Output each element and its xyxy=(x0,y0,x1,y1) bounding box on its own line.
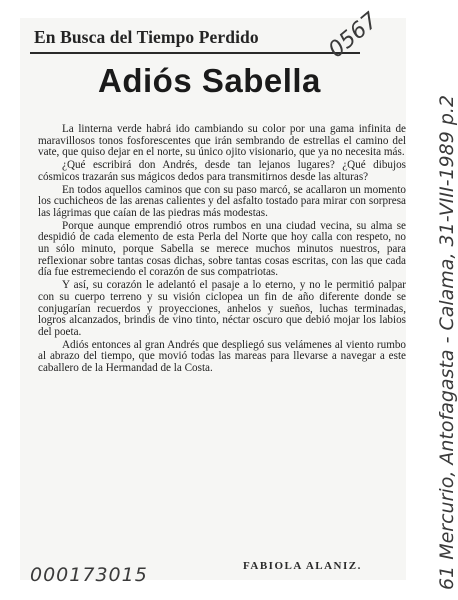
heading-rule xyxy=(30,52,360,54)
paragraph: ¿Qué escribirá don Andrés, desde tan lejanos lugares? ¿Qué dibujos cósmicos trazarán sus mágicos dedos para transmitirnos desde las alturas? xyxy=(38,159,406,183)
catalog-number: 000173015 xyxy=(30,564,148,586)
paragraph: Y así, su corazón le adelantó el pasaje a lo eterno, y no le permitió palpar con su cuerpo terreno y su visión ciclopea un fin de año diferente donde se conjugarían recuerdos y proyecciones, anhelos y sueños, luchas terminadas, logros alcanzados, brindis de vino tinto, néctar oscuro que debió mojar los labios del poeta. xyxy=(38,279,406,338)
column-heading: En Busca del Tiempo Perdido xyxy=(34,27,259,47)
author-byline: FABIOLA ALANIZ. xyxy=(243,560,362,572)
paragraph: Porque aunque emprendió otros rumbos en una ciudad vecina, su alma se despidió de cada elemento de esta Perla del Norte que hoy calla con respeto, no un sólo minuto, porque Sabella se merece muchos minutos nuestros, para reflexionar sobre tantas cosas dichas, sobre tantas cosas escritas, con las que cada día fue estremeciendo el corazón de sus compatriotas. xyxy=(38,219,406,279)
handwritten-source-note: 61 Mercurio, Antofagasta - Calama, 31-VIII-1989 p.2 xyxy=(436,94,458,590)
paragraph: Adiós entonces al gran Andrés que despliegó sus velámenes al viento rumbo al abrazo del tiempo, que movió todas las mareas para llevarse a navegar a este caballero de la Hermandad de la Costa. xyxy=(38,338,406,375)
handwritten-number: 0567 xyxy=(324,8,383,64)
article-body xyxy=(38,124,406,376)
paragraph: La linterna verde habrá ido cambiando su color por una gama infinita de maravillosos tonos fosforescentes que irán sembrando de estrellas el camino del vate, que quiso dejar en el norte, su único ojito visionario, que ya no necesita más. xyxy=(38,123,406,159)
paragraph: En todos aquellos caminos que con su paso marcó, se acallaron un momento los cuchicheos de las arenas calientes y del asfalto tostado para mirar con sorpresa las lágrimas que caían de las piedras más modestas. xyxy=(38,183,406,219)
article-title: Adiós Sabella xyxy=(98,62,321,99)
